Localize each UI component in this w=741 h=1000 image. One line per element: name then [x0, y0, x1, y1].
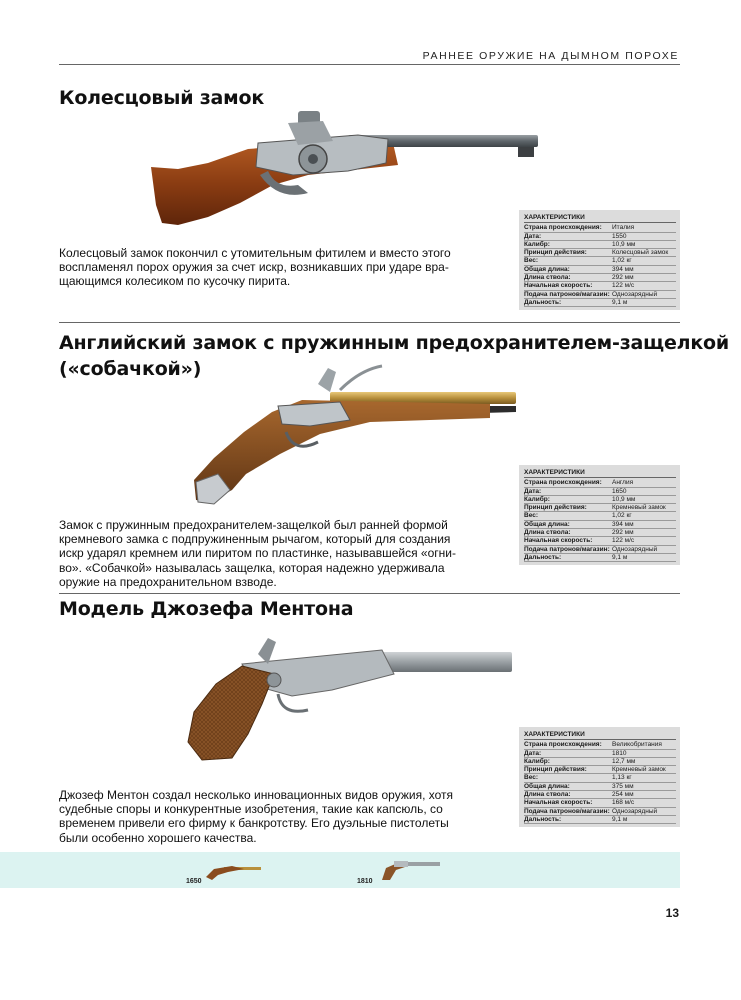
spec-row: Начальная скорость: 122 м/с: [524, 282, 676, 290]
spec-row: Подача патронов/магазин: Однозарядный: [524, 807, 676, 815]
spec-table: [524, 224, 676, 307]
title-line: Английский замок с пружинным предохранителем-защелкой: [59, 332, 730, 354]
spec-box-wheellock: [519, 210, 680, 310]
spec-row: Дальность: 9,1 м: [524, 815, 676, 823]
spec-row: Длина ствола: 292 мм: [524, 274, 676, 282]
spec-title: ХАРАКТЕРИСТИКИ: [524, 214, 676, 223]
spec-row: Длина ствола: 292 мм: [524, 529, 676, 537]
spec-row: Дата: 1650: [524, 487, 676, 495]
running-head-rule: [59, 64, 680, 65]
section-title-wheellock: Колесцовый замок: [59, 87, 265, 109]
spec-row: Страна происхождения: Великобритания: [524, 741, 676, 749]
spec-row: Вес: 1,13 кг: [524, 774, 676, 782]
spec-table: [524, 479, 676, 562]
spec-row: Подача патронов/магазин: Однозарядный: [524, 290, 676, 298]
body-line: Колесцовый замок покончил с утомительным фитилем и вместо этого: [59, 246, 451, 260]
body-line: были особенно хорошего качества.: [59, 830, 257, 845]
body-line: кремневого замка с подпружиненным рычагом, который для создания: [59, 532, 451, 547]
spec-row: Общая длина: 394 мм: [524, 265, 676, 273]
body-line: воспламенял порох оружия за счет искр, возникавших при ударе вра-: [59, 260, 449, 275]
timeline-label-1650: 1650: [186, 878, 202, 885]
spec-row: Принцип действия: Кремневый замок: [524, 766, 676, 774]
spec-box-snaphance: [519, 465, 680, 565]
spec-title: ХАРАКТЕРИСТИКИ: [524, 731, 676, 740]
section-divider: [59, 322, 680, 323]
spec-row: Вес: 1,02 кг: [524, 257, 676, 265]
wheellock-gun-image: [148, 105, 540, 230]
body-line: искр ударял кремнем или пиритом по пластинке, называвшейся «огни-: [59, 546, 456, 561]
title-line: («собачкой»): [59, 358, 202, 380]
timeline-pistol-1810-icon: [378, 858, 440, 882]
spec-row: Вес: 1,02 кг: [524, 512, 676, 520]
spec-row: Длина ствола: 254 мм: [524, 791, 676, 799]
section-body-snaphance: [59, 518, 456, 589]
spec-row: Начальная скорость: 168 м/с: [524, 799, 676, 807]
spec-row: Начальная скорость: 122 м/с: [524, 537, 676, 545]
section-body-menton: [59, 788, 453, 845]
dog-lock-pistol-image: [190, 362, 520, 510]
section-title-menton: Модель Джозефа Ментона: [59, 598, 354, 620]
spec-row: Страна происхождения: Италия: [524, 224, 676, 232]
timeline-pistol-1650-icon: [204, 861, 262, 881]
spec-title: ХАРАКТЕРИСТИКИ: [524, 469, 676, 478]
spec-row: Общая длина: 375 мм: [524, 782, 676, 790]
body-line: временем привели его фирму к банкротству. Его дуэльные пистолеты: [59, 816, 449, 831]
spec-row: Дата: 1550: [524, 232, 676, 240]
menton-pistol-image: [182, 634, 514, 762]
spec-row: Принцип действия: Колесцовый замок: [524, 249, 676, 257]
body-line: щающимся колесиком по кусочку пирита.: [59, 274, 291, 289]
timeline-strip: [0, 852, 680, 888]
section-body-wheellock: [59, 246, 451, 289]
spec-row: Калибр: 10,9 мм: [524, 495, 676, 503]
body-line: Джозеф Ментон создал несколько инновационных видов оружия, хотя: [59, 788, 454, 802]
page-number: 13: [665, 906, 679, 920]
spec-row: Страна происхождения: Англия: [524, 479, 676, 487]
body-line: судебные споры и конкурентные изобретения, такие как капсюль, со: [59, 802, 443, 817]
body-line: Замок с пружинным предохранителем-защелкой был ранней формой: [59, 518, 448, 532]
body-line: оружие на предохранительном взводе.: [59, 574, 277, 589]
running-head: РАННЕЕ ОРУЖИЕ НА ДЫМНОМ ПОРОХЕ: [422, 50, 679, 62]
spec-box-menton: [519, 727, 680, 827]
spec-row: Калибр: 10,9 мм: [524, 240, 676, 248]
spec-row: Общая длина: 394 мм: [524, 520, 676, 528]
spec-row: Калибр: 12,7 мм: [524, 757, 676, 765]
timeline-label-1810: 1810: [357, 878, 373, 885]
section-divider: [59, 593, 680, 594]
body-line: во». «Собачкой» называлась защелка, которая надежно удерживала: [59, 560, 445, 575]
spec-row: Дальность: 9,1 м: [524, 298, 676, 306]
spec-row: Дата: 1810: [524, 749, 676, 757]
spec-row: Подача патронов/магазин: Однозарядный: [524, 545, 676, 553]
spec-row: Принцип действия: Кремневый замок: [524, 504, 676, 512]
spec-table: [524, 741, 676, 824]
spec-row: Дальность: 9,1 м: [524, 553, 676, 561]
